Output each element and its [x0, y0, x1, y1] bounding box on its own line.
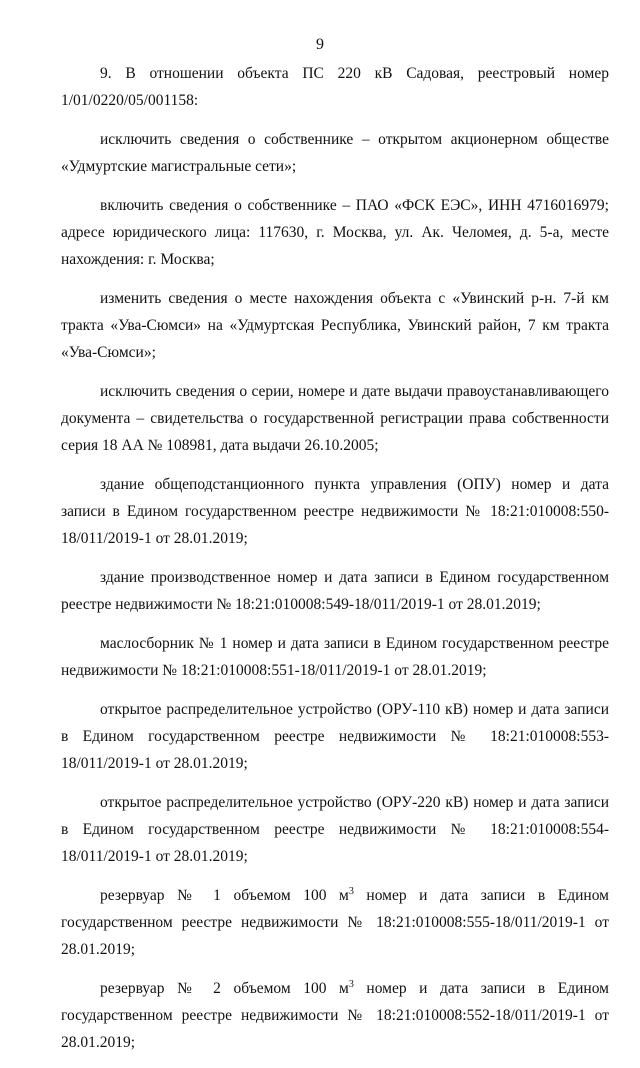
paragraph-oru-220: открытое распределительное устройство (ОРУ-220 кВ) номер и дата записи в Едином государственном реестре недвижимости № 18:21:010008:554-18/011/2019-1 от 28.01.2019;: [61, 794, 609, 865]
paragraph-exclude-owner: исключить сведения о собственнике – открытом акционерном обществе «Удмуртские магистральные сети»;: [61, 131, 609, 175]
paragraph-object-heading: 9. В отношении объекта ПС 220 кВ Садовая, реестровый номер 1/01/0220/05/001158:: [61, 65, 609, 109]
reservoir-1-text-start: резервуар № 1 объемом 100 м: [100, 887, 349, 904]
reservoir-1-unit-exponent: 3: [348, 885, 354, 897]
page-number: 9: [316, 36, 324, 53]
paragraph-change-location: изменить сведения о месте нахождения объекта с «Увинский р-н. 7-й км тракта «Ува-Сюмси» на «Удмуртская Республика, Увинский район, 7 км тракта «Ува-Сюмси»;: [61, 290, 609, 361]
paragraph-reservoir-2: [61, 975, 609, 1056]
paragraph-include-owner: включить сведения о собственнике – ПАО «ФСК ЕЭС», ИНН 4716016979; адресе юридического лица: 117630, г. Москва, ул. Ак. Челомея, д. 5-а, месте нахождения: г. Москва;: [61, 197, 609, 268]
reservoir-2-unit-exponent: 3: [348, 978, 354, 990]
paragraph-building-opu: здание общеподстанционного пункта управления (ОПУ) номер и дата записи в Едином государственном реестре недвижимости № 18:21:010008:550-18/011/2019-1 от 28.01.2019;: [61, 476, 609, 547]
paragraph-oil-collector: маслосборник № 1 номер и дата записи в Едином государственном реестре недвижимости № 18:21:010008:551-18/011/2019-1 от 28.01.2019;: [61, 635, 609, 679]
reservoir-2-text-end: номер и дата записи в Едином государственном реестре недвижимости № 18:21:010008:552-18/011/2019-1 от 28.01.2019;: [61, 980, 609, 1051]
paragraph-oru-110: открытое распределительное устройство (ОРУ-110 кВ) номер и дата записи в Едином государственном реестре недвижимости № 18:21:010008:553-18/011/2019-1 от 28.01.2019;: [61, 701, 609, 772]
document-body: [61, 60, 609, 1068]
paragraph-exclude-certificate: исключить сведения о серии, номере и дате выдачи правоустанавливающего документа – свидетельства о государственной регистрации права собственности серия 18 АА № 108981, дата выдачи 26.10.2005;: [61, 383, 609, 454]
paragraph-reservoir-1: [61, 882, 609, 963]
paragraph-building-production: здание производственное номер и дата записи в Едином государственном реестре недвижимости № 18:21:010008:549-18/011/2019-1 от 28.01.2019;: [61, 569, 609, 613]
reservoir-2-text-start: резервуар № 2 объемом 100 м: [100, 980, 349, 997]
reservoir-1-text-end: номер и дата записи в Едином государственном реестре недвижимости № 18:21:010008:555-18/011/2019-1 от 28.01.2019;: [61, 887, 609, 958]
